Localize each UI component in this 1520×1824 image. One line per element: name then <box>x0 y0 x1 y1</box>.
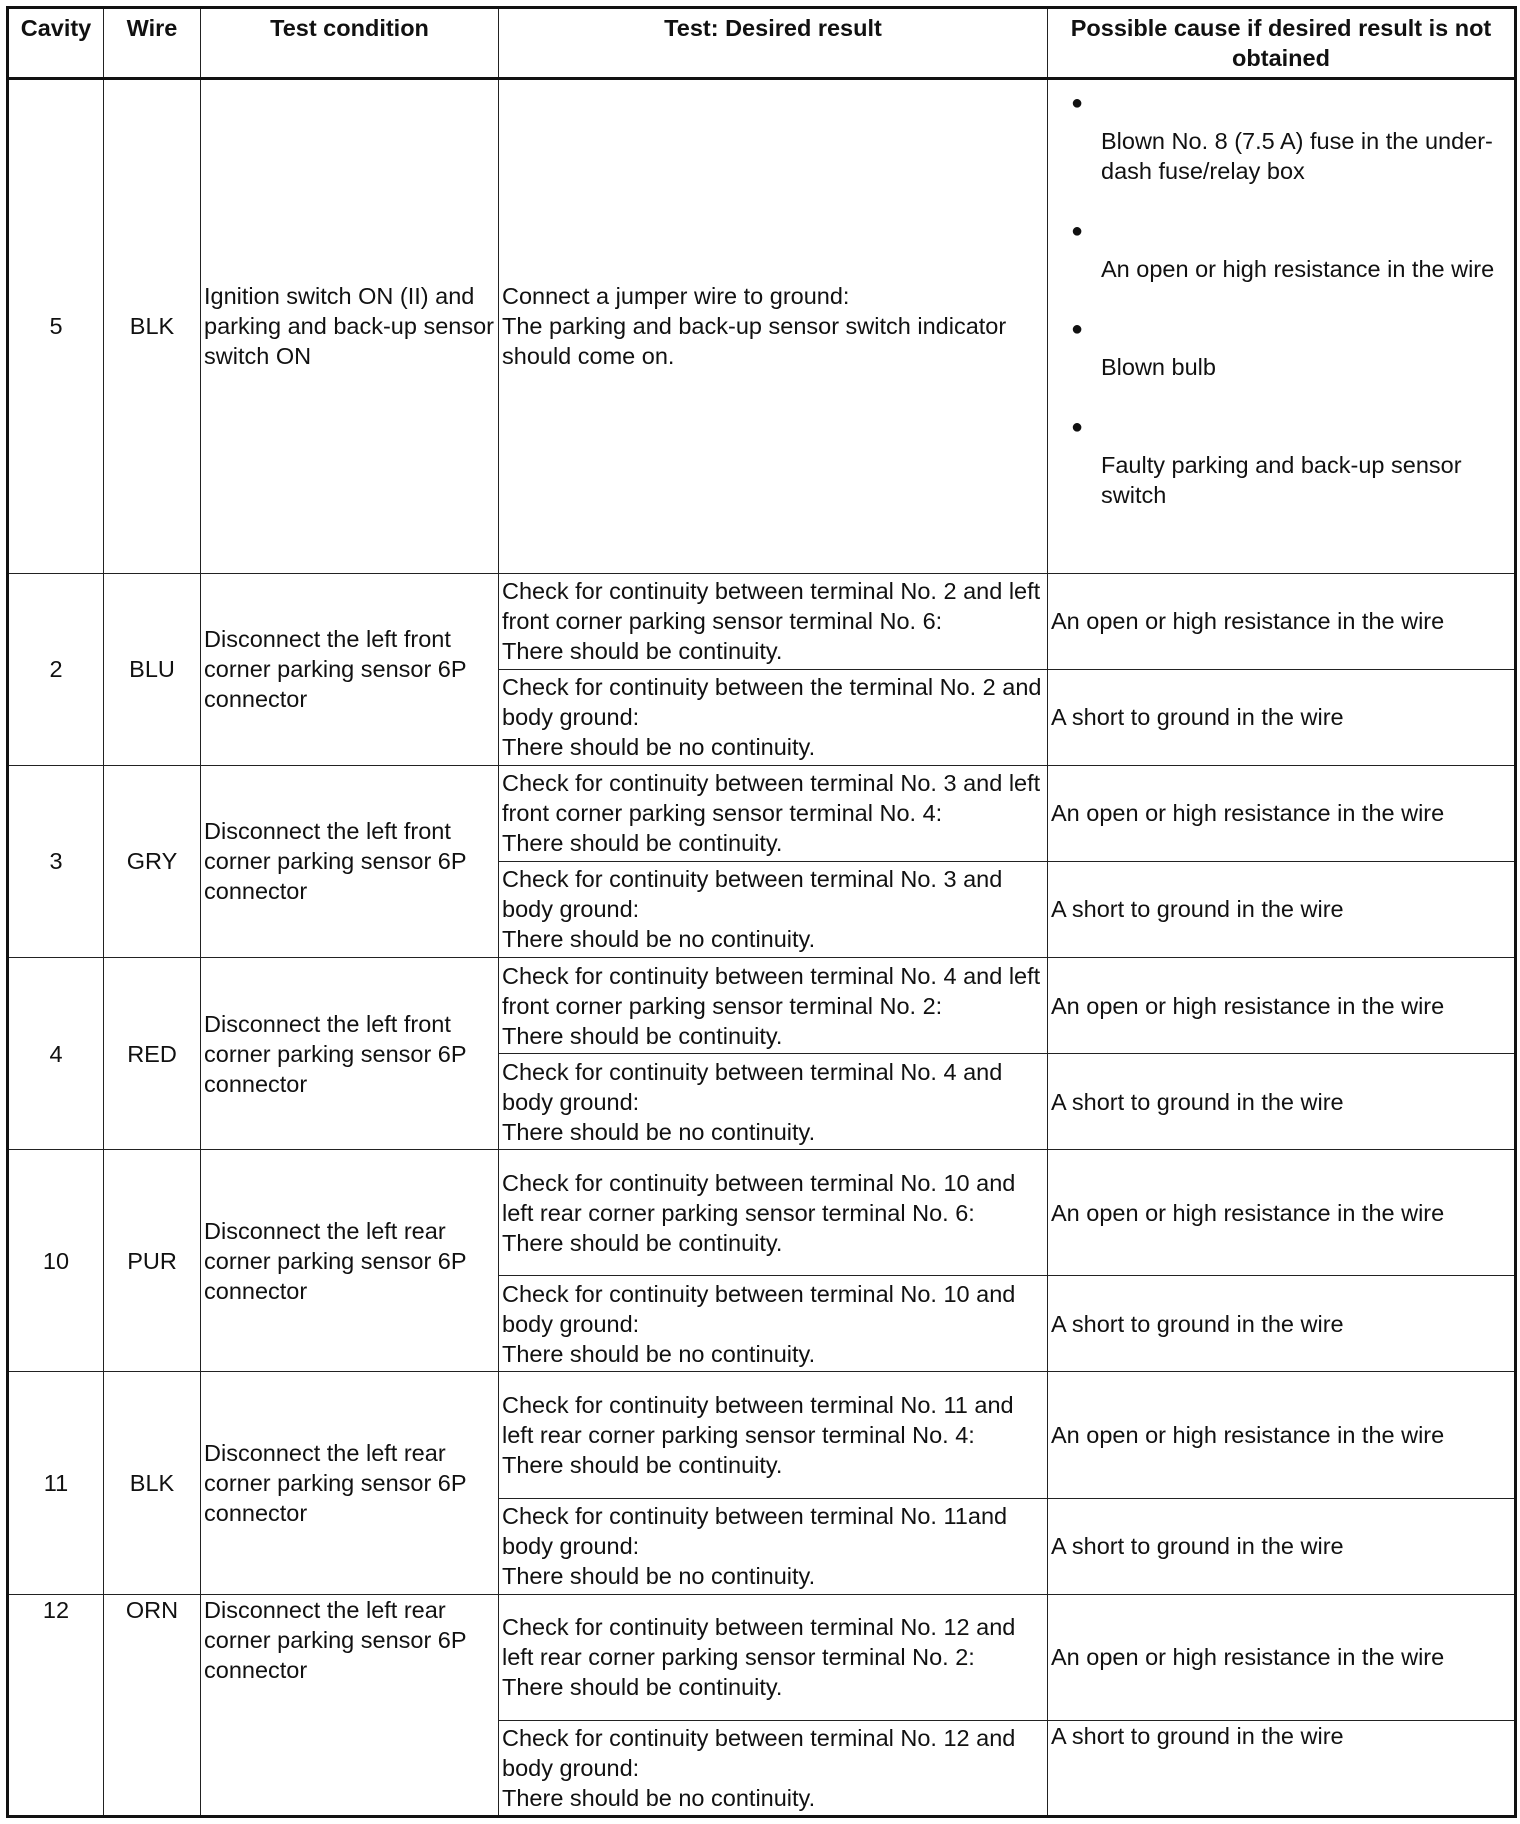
bullet-icon: ● <box>1071 92 1084 114</box>
cause-text: Faulty parking and back-up sensor switch <box>1101 452 1462 508</box>
result-expectation: There should be continuity. <box>502 1674 783 1701</box>
result-expectation: There should be no continuity. <box>502 1118 816 1145</box>
test-condition-cell: Ignition switch ON (II) and parking and back-up sensor switch ON <box>201 79 499 574</box>
table-row-cavity-5 <box>8 79 1516 574</box>
possible-cause-cell: An open or high resistance in the wire <box>1048 765 1516 861</box>
result-instruction: Check for continuity between terminal No. 11and body ground: <box>502 1503 1008 1560</box>
wire-cell: RED <box>104 958 201 1150</box>
desired-result-cell <box>499 669 1048 765</box>
test-condition-cell: Disconnect the left rear corner parking sensor 6P connector <box>201 1372 499 1594</box>
result-instruction: Check for continuity between terminal No. 3 and body ground: <box>502 866 1003 923</box>
cavity-cell: 2 <box>8 573 104 765</box>
desired-result-cell <box>499 765 1048 861</box>
result-expectation: There should be no continuity. <box>502 734 816 761</box>
possible-cause-cell: A short to ground in the wire <box>1048 669 1516 765</box>
table-row-cavity-3 <box>8 765 1516 861</box>
possible-cause-cell: An open or high resistance in the wire <box>1048 1150 1516 1276</box>
test-condition-cell: Disconnect the left front corner parking sensor 6P connector <box>201 765 499 957</box>
bullet-icon: ● <box>1071 220 1084 242</box>
list-item <box>1071 404 1511 510</box>
header-test-condition: Test condition <box>201 8 499 79</box>
test-condition-cell: Disconnect the left rear corner parking sensor 6P connector <box>201 1150 499 1372</box>
result-instruction: Check for continuity between terminal No. 12 and body ground: <box>502 1724 1016 1781</box>
wire-cell: BLU <box>104 573 201 765</box>
cause-text: Blown No. 8 (7.5 A) fuse in the under-dash fuse/relay box <box>1101 128 1493 184</box>
result-expectation: There should be continuity. <box>502 1452 783 1479</box>
desired-result-cell <box>499 958 1048 1054</box>
possible-cause-cell: An open or high resistance in the wire <box>1048 573 1516 669</box>
table-row-cavity-4 <box>8 958 1516 1054</box>
result-instruction: Check for continuity between terminal No. 4 and body ground: <box>502 1058 1003 1115</box>
cavity-cell: 5 <box>8 79 104 574</box>
result-instruction: Check for continuity between terminal No. 3 and left front corner parking sensor terminal No. 4: <box>502 770 1041 827</box>
result-expectation: There should be no continuity. <box>502 1340 816 1367</box>
bullet-icon: ● <box>1071 318 1084 340</box>
desired-result-cell <box>499 1720 1048 1816</box>
cavity-cell: 10 <box>8 1150 104 1372</box>
table-row-cavity-10 <box>8 1150 1516 1276</box>
cavity-cell: 4 <box>8 958 104 1150</box>
result-expectation: The parking and back-up sensor switch indicator should come on. <box>502 313 1007 370</box>
test-condition-cell: Disconnect the left front corner parking sensor 6P connector <box>201 958 499 1150</box>
possible-cause-cell: An open or high resistance in the wire <box>1048 1594 1516 1720</box>
result-instruction: Check for continuity between the terminal No. 2 and body ground: <box>502 674 1042 731</box>
desired-result-cell <box>499 1594 1048 1720</box>
desired-result-cell <box>499 1372 1048 1498</box>
result-instruction: Check for continuity between terminal No. 10 and body ground: <box>502 1280 1016 1337</box>
desired-result-cell <box>499 1150 1048 1276</box>
result-expectation: There should be continuity. <box>502 1022 783 1049</box>
test-condition-cell: Disconnect the left rear corner parking sensor 6P connector <box>201 1594 499 1816</box>
header-desired-result: Test: Desired result <box>499 8 1048 79</box>
header-cavity: Cavity <box>8 8 104 79</box>
result-instruction: Check for continuity between terminal No. 10 and left rear corner parking sensor terminal No. 6: <box>502 1169 1016 1226</box>
cavity-cell: 3 <box>8 765 104 957</box>
result-expectation: There should be no continuity. <box>502 926 816 953</box>
wire-cell: BLK <box>104 79 201 574</box>
possible-cause-cell <box>1048 79 1516 574</box>
result-instruction: Check for continuity between terminal No. 2 and left front corner parking sensor terminal No. 6: <box>502 578 1041 635</box>
header-row <box>8 8 1516 79</box>
cause-list <box>1051 80 1511 510</box>
header-possible-cause: Possible cause if desired result is not obtained <box>1048 8 1516 79</box>
cavity-cell: 12 <box>8 1594 104 1816</box>
result-expectation: There should be no continuity. <box>502 1784 816 1811</box>
result-instruction: Check for continuity between terminal No. 12 and left rear corner parking sensor terminal No. 2: <box>502 1614 1016 1671</box>
possible-cause-cell: A short to ground in the wire <box>1048 1720 1516 1816</box>
possible-cause-cell: An open or high resistance in the wire <box>1048 958 1516 1054</box>
cause-text: Blown bulb <box>1101 354 1216 380</box>
desired-result-cell <box>499 1054 1048 1150</box>
troubleshooting-table <box>6 6 1517 1818</box>
result-expectation: There should be continuity. <box>502 638 783 665</box>
header-wire: Wire <box>104 8 201 79</box>
desired-result-cell <box>499 1498 1048 1594</box>
wire-cell: BLK <box>104 1372 201 1594</box>
possible-cause-cell: A short to ground in the wire <box>1048 1276 1516 1372</box>
cause-text: An open or high resistance in the wire <box>1101 256 1495 282</box>
possible-cause-cell: A short to ground in the wire <box>1048 1498 1516 1594</box>
wire-cell: PUR <box>104 1150 201 1372</box>
desired-result-cell <box>499 1276 1048 1372</box>
list-item <box>1071 306 1511 382</box>
list-item <box>1071 208 1511 284</box>
result-instruction: Check for continuity between terminal No. 4 and left front corner parking sensor terminal No. 2: <box>502 962 1041 1019</box>
wire-cell: ORN <box>104 1594 201 1816</box>
test-condition-cell: Disconnect the left front corner parking sensor 6P connector <box>201 573 499 765</box>
table-row-cavity-12 <box>8 1594 1516 1720</box>
result-instruction: Check for continuity between terminal No. 11 and left rear corner parking sensor terminal No. 4: <box>502 1392 1014 1449</box>
possible-cause-cell: A short to ground in the wire <box>1048 1054 1516 1150</box>
desired-result-cell <box>499 573 1048 669</box>
result-expectation: There should be continuity. <box>502 830 783 857</box>
desired-result-cell <box>499 861 1048 957</box>
table-row-cavity-11 <box>8 1372 1516 1498</box>
desired-result-cell <box>499 79 1048 574</box>
wire-cell: GRY <box>104 765 201 957</box>
result-instruction: Connect a jumper wire to ground: <box>502 283 850 310</box>
result-expectation: There should be no continuity. <box>502 1563 816 1590</box>
table-row-cavity-2 <box>8 573 1516 669</box>
result-expectation: There should be continuity. <box>502 1229 783 1256</box>
possible-cause-cell: An open or high resistance in the wire <box>1048 1372 1516 1498</box>
cavity-cell: 11 <box>8 1372 104 1594</box>
possible-cause-cell: A short to ground in the wire <box>1048 861 1516 957</box>
bullet-icon: ● <box>1071 416 1084 438</box>
list-item <box>1071 80 1511 186</box>
